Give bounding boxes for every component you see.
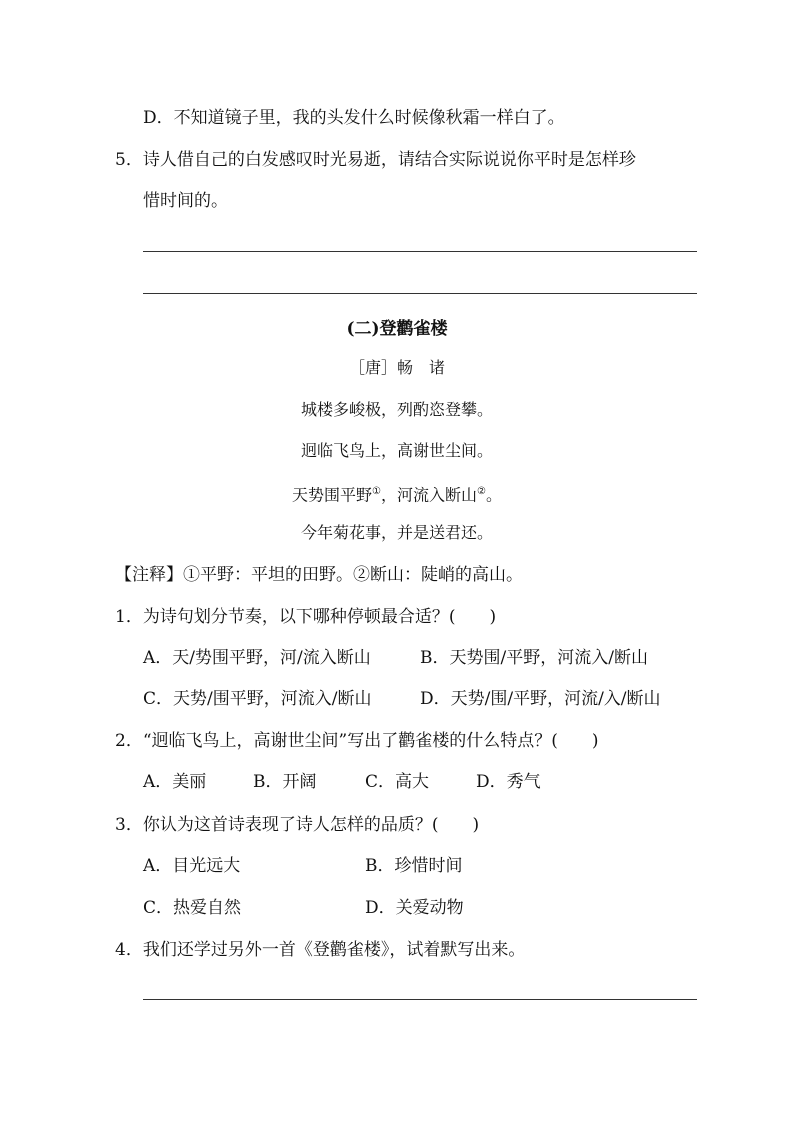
question-5-stem-line2: 惜时间的。: [143, 191, 228, 211]
question-2-option-b[interactable]: B．开阔: [253, 772, 317, 792]
question-3-option-a[interactable]: A．目光远大: [143, 856, 241, 876]
question-1-option-c[interactable]: C．天势/围平野，河流入/断山: [143, 689, 372, 709]
poem-line-3-part1: 天势围平野: [292, 485, 373, 505]
answer-line[interactable]: [143, 293, 697, 294]
poem-title: (二)登鹳雀楼: [346, 319, 448, 339]
question-4-option-d: D．不知道镜子里，我的头发什么时候像秋霜一样白了。: [143, 108, 565, 128]
note-mark-2: ②: [477, 486, 486, 497]
note-mark-1: ①: [372, 486, 381, 497]
poem-line-1: 城楼多峻极，列酌恣登攀。: [300, 400, 493, 419]
question-1-stem: 1．为诗句划分节奏，以下哪种停顿最合适？( ): [115, 607, 497, 627]
question-1-option-d[interactable]: D．天势/围/平野，河流/入/断山: [420, 689, 661, 709]
poem-line-3: [0, 481, 794, 506]
annotation-note: 【注释】①平野：平坦的田野。②断山：陡峭的高山。: [115, 565, 523, 585]
question-1-option-b[interactable]: B．天势围/平野，河流入/断山: [420, 648, 648, 668]
question-4-stem: 4．我们还学过另外一首《登鹳雀楼》，试着默写出来。: [115, 940, 526, 960]
question-2-option-c[interactable]: C．高大: [365, 772, 430, 792]
question-3-option-d[interactable]: D．关爱动物: [365, 898, 464, 918]
poem-author: ［唐］畅 诸: [348, 358, 445, 377]
question-3-option-c[interactable]: C．热爱自然: [143, 898, 242, 918]
question-2-option-a[interactable]: A．美丽: [143, 772, 207, 792]
question-5-stem-line1: 5．诗人借自己的白发感叹时光易逝，请结合实际说说你平时是怎样珍: [115, 150, 636, 170]
poem-line-3-part2: ，河流入断山: [380, 485, 477, 505]
question-3-option-b[interactable]: B．珍惜时间: [365, 856, 463, 876]
question-1-option-a[interactable]: A．天/势围平野，河/流入断山: [143, 648, 371, 668]
poem-line-4: 今年菊花事，并是送君还。: [300, 523, 493, 542]
poem-line-2: 迥临飞鸟上，高谢世尘间。: [300, 441, 493, 460]
question-3-stem: 3．你认为这首诗表现了诗人怎样的品质？( ): [115, 815, 480, 835]
answer-line[interactable]: [143, 999, 697, 1000]
poem-line-3-end: 。: [485, 485, 502, 505]
question-2-stem: 2．“迥临飞鸟上，高谢世尘间”写出了鹳雀楼的什么特点？( ): [115, 731, 599, 751]
question-2-option-d[interactable]: D．秀气: [476, 772, 541, 792]
answer-line[interactable]: [143, 251, 697, 252]
